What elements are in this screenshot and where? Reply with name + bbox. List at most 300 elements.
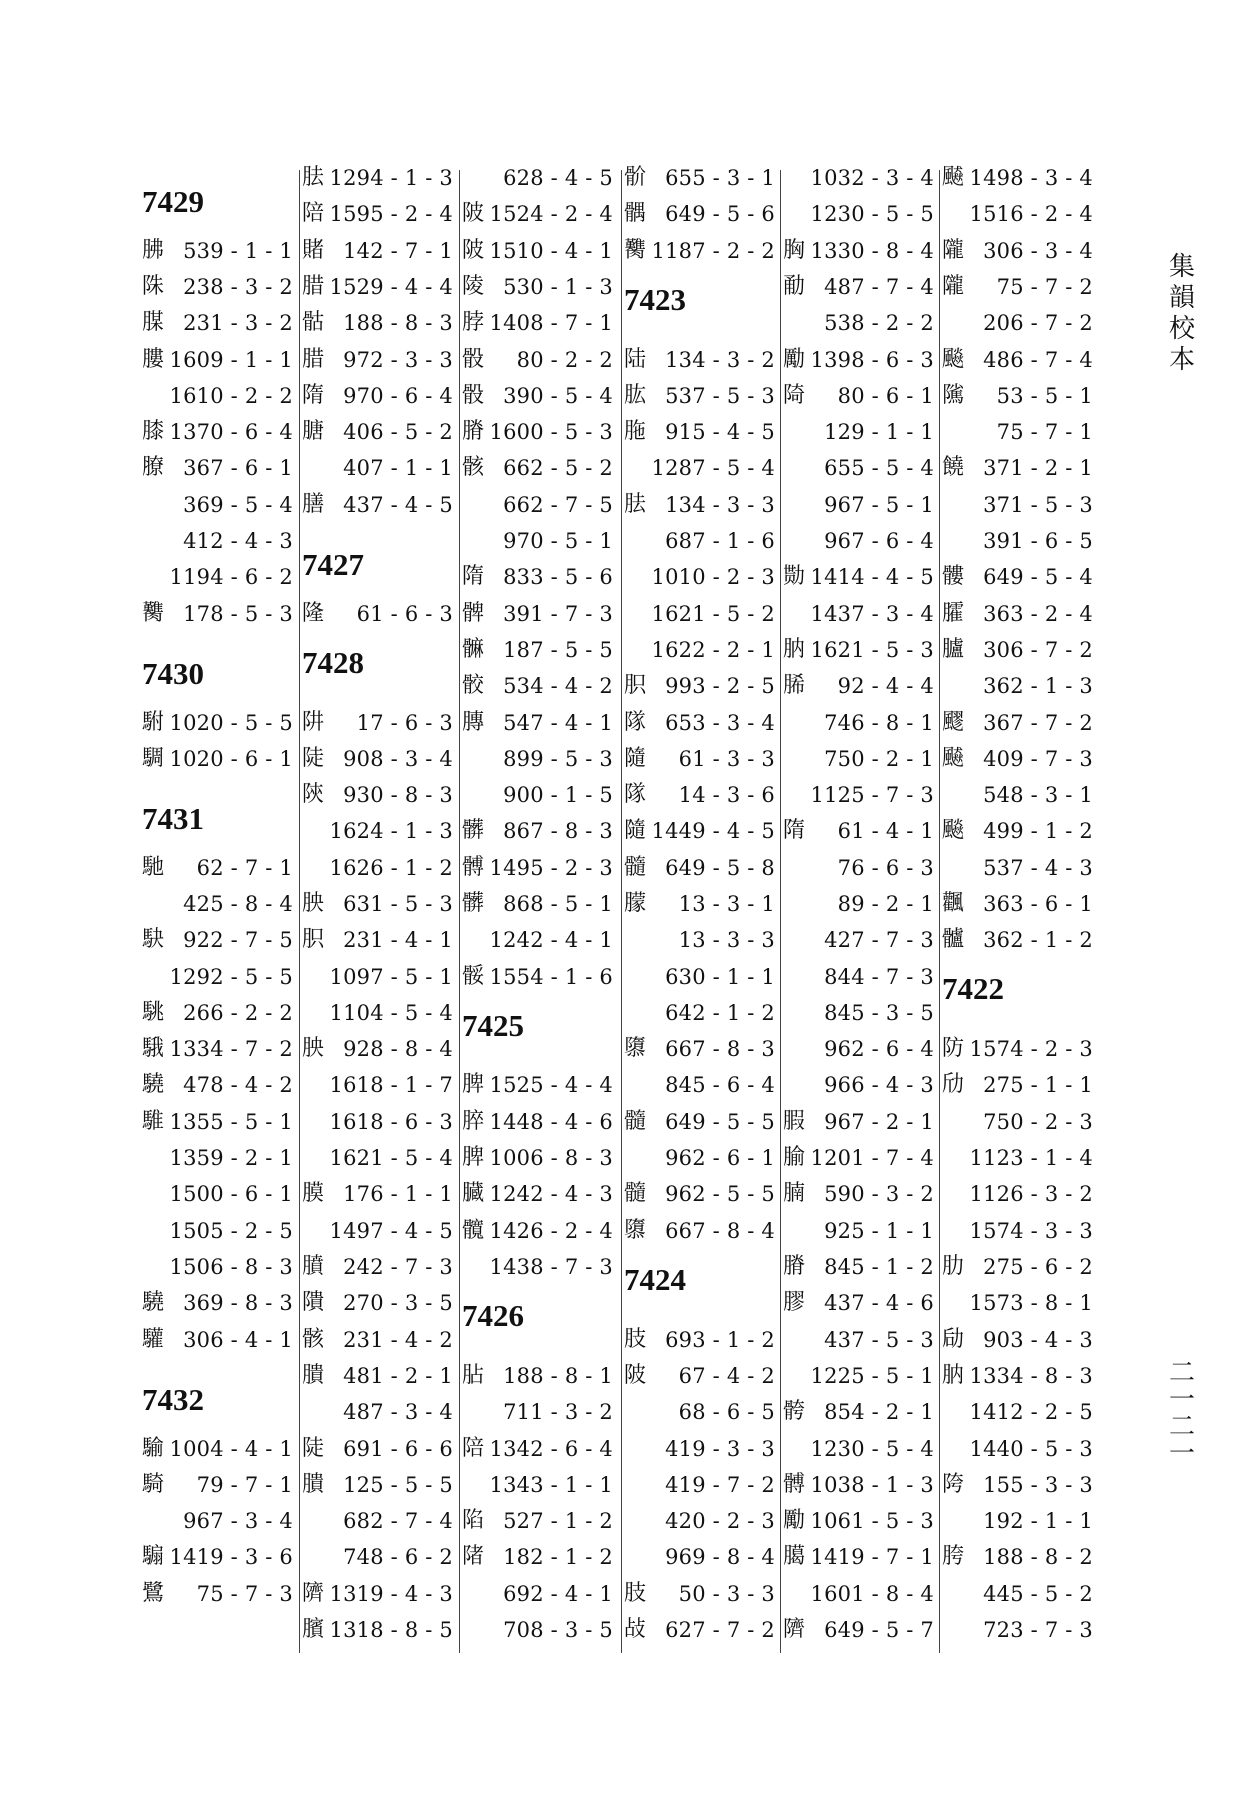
entry-character: 骰 bbox=[462, 383, 485, 408]
index-entry bbox=[624, 160, 777, 196]
index-entry bbox=[624, 741, 777, 777]
entry-reference: 662 - 5 - 2 bbox=[503, 456, 613, 480]
entry-reference: 1419 - 7 - 1 bbox=[810, 1545, 934, 1569]
entry-reference: 371 - 2 - 1 bbox=[983, 456, 1093, 480]
entry-reference: 367 - 6 - 1 bbox=[183, 456, 293, 480]
entry-reference: 1020 - 6 - 1 bbox=[169, 747, 293, 771]
index-entry bbox=[624, 1394, 777, 1430]
entry-reference: 362 - 1 - 3 bbox=[983, 674, 1093, 698]
entry-reference: 653 - 3 - 4 bbox=[665, 711, 775, 735]
entry-reference: 176 - 1 - 1 bbox=[343, 1182, 453, 1206]
entry-reference: 1524 - 2 - 4 bbox=[489, 202, 613, 226]
entry-reference: 1294 - 1 - 3 bbox=[329, 166, 453, 190]
index-entry bbox=[783, 1140, 936, 1176]
entry-character: 陷 bbox=[462, 1508, 485, 1533]
entry-character: 髓 bbox=[624, 1109, 647, 1134]
index-entry bbox=[462, 1576, 615, 1612]
entry-character: 髒 bbox=[462, 818, 485, 843]
index-entry bbox=[142, 1249, 295, 1285]
entry-reference: 412 - 4 - 3 bbox=[183, 529, 293, 553]
index-entry bbox=[783, 886, 936, 922]
index-entry bbox=[142, 1285, 295, 1321]
index-entry bbox=[624, 632, 777, 668]
entry-reference: 188 - 8 - 3 bbox=[343, 311, 453, 335]
entry-reference: 590 - 3 - 2 bbox=[824, 1182, 934, 1206]
entry-character: 臏 bbox=[302, 1617, 325, 1642]
entry-reference: 1618 - 6 - 3 bbox=[329, 1110, 453, 1134]
index-entry bbox=[624, 378, 777, 414]
entry-reference: 900 - 1 - 5 bbox=[503, 783, 613, 807]
entry-reference: 1525 - 4 - 4 bbox=[489, 1073, 613, 1097]
entry-reference: 75 - 7 - 1 bbox=[996, 420, 1093, 444]
entry-reference: 628 - 4 - 5 bbox=[503, 166, 613, 190]
entry-reference: 1287 - 5 - 4 bbox=[651, 456, 775, 480]
index-entry bbox=[783, 1176, 936, 1212]
entry-character: 骷 bbox=[302, 310, 325, 335]
entry-reference: 1510 - 4 - 1 bbox=[489, 239, 613, 263]
entry-reference: 61 - 4 - 1 bbox=[837, 819, 934, 843]
section-heading: 7431 bbox=[142, 801, 204, 836]
entry-character: 隆 bbox=[302, 601, 325, 626]
index-entry bbox=[302, 1467, 455, 1503]
entry-character: 臓 bbox=[462, 1181, 485, 1206]
entry-reference: 419 - 7 - 2 bbox=[665, 1473, 775, 1497]
entry-character: 骹 bbox=[462, 673, 485, 698]
entry-reference: 1554 - 1 - 6 bbox=[489, 965, 613, 989]
entry-character: 飈 bbox=[942, 347, 965, 372]
entry-reference: 649 - 5 - 7 bbox=[824, 1618, 934, 1642]
entry-character: 胋 bbox=[462, 1363, 485, 1388]
entry-character: 飇 bbox=[942, 746, 965, 771]
index-entry bbox=[624, 995, 777, 1031]
index-entry bbox=[942, 1213, 1095, 1249]
entry-reference: 1506 - 8 - 3 bbox=[169, 1255, 293, 1279]
entry-reference: 649 - 5 - 6 bbox=[665, 202, 775, 226]
index-entry bbox=[462, 269, 615, 305]
index-entry bbox=[942, 1176, 1095, 1212]
entry-reference: 425 - 8 - 4 bbox=[183, 892, 293, 916]
entry-reference: 187 - 5 - 5 bbox=[503, 638, 613, 662]
index-entry bbox=[783, 668, 936, 704]
index-entry bbox=[302, 922, 455, 958]
entry-reference: 1595 - 2 - 4 bbox=[329, 202, 453, 226]
entry-character: 肋 bbox=[942, 1254, 965, 1279]
index-entry bbox=[624, 523, 777, 559]
entry-reference: 972 - 3 - 3 bbox=[343, 348, 453, 372]
index-entry bbox=[302, 233, 455, 269]
entry-reference: 76 - 6 - 3 bbox=[837, 856, 934, 880]
index-entry bbox=[142, 1176, 295, 1212]
index-entry bbox=[942, 886, 1095, 922]
index-column bbox=[462, 160, 617, 1660]
index-entry bbox=[302, 160, 455, 196]
entry-reference: 1440 - 5 - 3 bbox=[969, 1437, 1093, 1461]
index-entry bbox=[942, 1539, 1095, 1575]
index-entry bbox=[302, 450, 455, 486]
entry-reference: 723 - 7 - 3 bbox=[983, 1618, 1093, 1642]
entry-reference: 922 - 7 - 5 bbox=[183, 928, 293, 952]
entry-reference: 427 - 7 - 3 bbox=[824, 928, 934, 952]
entry-character: 髃 bbox=[624, 201, 647, 226]
entry-reference: 371 - 5 - 3 bbox=[983, 493, 1093, 517]
index-entry bbox=[942, 1249, 1095, 1285]
entry-reference: 50 - 3 - 3 bbox=[678, 1582, 775, 1606]
entry-character: 胯 bbox=[942, 1544, 965, 1569]
entry-character: 陎 bbox=[142, 274, 165, 299]
entry-reference: 682 - 7 - 4 bbox=[343, 1509, 453, 1533]
entry-reference: 437 - 4 - 6 bbox=[824, 1291, 934, 1315]
index-entry bbox=[783, 196, 936, 232]
index-entry bbox=[142, 1431, 295, 1467]
index-entry bbox=[624, 1503, 777, 1539]
entry-character: 陝 bbox=[302, 782, 325, 807]
entry-character: 脖 bbox=[462, 310, 485, 335]
entry-reference: 499 - 1 - 2 bbox=[983, 819, 1093, 843]
entry-reference: 1330 - 8 - 4 bbox=[810, 239, 934, 263]
entry-reference: 1437 - 3 - 4 bbox=[810, 602, 934, 626]
entry-reference: 928 - 8 - 4 bbox=[343, 1037, 453, 1061]
entry-reference: 845 - 6 - 4 bbox=[665, 1073, 775, 1097]
entry-reference: 75 - 7 - 2 bbox=[996, 275, 1093, 299]
entry-character: 肭 bbox=[783, 637, 806, 662]
index-entry bbox=[142, 414, 295, 450]
entry-character: 骰 bbox=[462, 347, 485, 372]
index-column bbox=[302, 160, 457, 1660]
index-entry bbox=[462, 959, 615, 995]
index-entry bbox=[462, 342, 615, 378]
entry-character: 胠 bbox=[302, 165, 325, 190]
entry-reference: 369 - 8 - 3 bbox=[183, 1291, 293, 1315]
entry-reference: 1104 - 5 - 4 bbox=[329, 1001, 453, 1025]
entry-reference: 1292 - 5 - 5 bbox=[169, 965, 293, 989]
index-entry bbox=[942, 1140, 1095, 1176]
section-heading: 7425 bbox=[462, 1008, 524, 1043]
entry-character: 骸 bbox=[302, 1327, 325, 1352]
index-entry bbox=[142, 559, 295, 595]
index-entry bbox=[624, 1612, 777, 1648]
entry-reference: 437 - 5 - 3 bbox=[824, 1328, 934, 1352]
entry-character: 鷺 bbox=[142, 1581, 165, 1606]
entry-character: 膌 bbox=[783, 1254, 806, 1279]
entry-character: 劶 bbox=[942, 1327, 965, 1352]
index-entry bbox=[783, 850, 936, 886]
entry-character: 隮 bbox=[783, 1617, 806, 1642]
entry-reference: 746 - 8 - 1 bbox=[824, 711, 934, 735]
entry-character: 膭 bbox=[302, 1363, 325, 1388]
entry-reference: 962 - 6 - 1 bbox=[665, 1146, 775, 1170]
entry-reference: 833 - 5 - 6 bbox=[503, 565, 613, 589]
index-entry bbox=[302, 1285, 455, 1321]
index-entry bbox=[462, 450, 615, 486]
section-heading: 7423 bbox=[624, 282, 686, 317]
index-entry bbox=[624, 487, 777, 523]
index-entry bbox=[942, 1431, 1095, 1467]
entry-character: 脺 bbox=[462, 1109, 485, 1134]
index-entry bbox=[942, 1503, 1095, 1539]
entry-character: 陡 bbox=[302, 746, 325, 771]
entry-reference: 1123 - 1 - 4 bbox=[969, 1146, 1093, 1170]
entry-reference: 363 - 6 - 1 bbox=[983, 892, 1093, 916]
entry-reference: 708 - 3 - 5 bbox=[503, 1618, 613, 1642]
entry-reference: 967 - 3 - 4 bbox=[183, 1509, 293, 1533]
entry-character: 隨 bbox=[624, 746, 647, 771]
section-heading: 7432 bbox=[142, 1382, 204, 1417]
entry-character: 馳 bbox=[142, 855, 165, 880]
index-entry bbox=[462, 305, 615, 341]
index-entry bbox=[783, 741, 936, 777]
index-entry bbox=[142, 1104, 295, 1140]
index-entry bbox=[942, 305, 1095, 341]
index-entry bbox=[142, 922, 295, 958]
index-entry bbox=[462, 233, 615, 269]
entry-character: 勈 bbox=[783, 274, 806, 299]
index-entry bbox=[942, 1467, 1095, 1503]
index-entry bbox=[942, 1031, 1095, 1067]
index-entry bbox=[783, 1394, 936, 1430]
index-entry bbox=[142, 886, 295, 922]
index-entry bbox=[942, 1358, 1095, 1394]
entry-reference: 655 - 5 - 4 bbox=[824, 456, 934, 480]
entry-reference: 1370 - 6 - 4 bbox=[169, 420, 293, 444]
index-entry bbox=[302, 1576, 455, 1612]
entry-character: 骽 bbox=[462, 964, 485, 989]
index-columns bbox=[142, 160, 1093, 1660]
index-entry bbox=[624, 1213, 777, 1249]
entry-reference: 1318 - 8 - 5 bbox=[329, 1618, 453, 1642]
index-entry bbox=[783, 1539, 936, 1575]
entry-character: 駙 bbox=[142, 710, 165, 735]
index-entry bbox=[462, 487, 615, 523]
index-entry bbox=[783, 342, 936, 378]
index-entry bbox=[142, 523, 295, 559]
entry-reference: 649 - 5 - 4 bbox=[983, 565, 1093, 589]
entry-character: 髏 bbox=[942, 564, 965, 589]
entry-reference: 155 - 3 - 3 bbox=[983, 1473, 1093, 1497]
index-entry bbox=[142, 1467, 295, 1503]
entry-character: 駣 bbox=[142, 1000, 165, 1025]
entry-character: 敁 bbox=[624, 1617, 647, 1642]
index-entry bbox=[783, 1031, 936, 1067]
entry-reference: 1516 - 2 - 4 bbox=[969, 202, 1093, 226]
index-entry bbox=[462, 1503, 615, 1539]
entry-reference: 231 - 3 - 2 bbox=[183, 311, 293, 335]
index-entry bbox=[783, 1322, 936, 1358]
index-entry bbox=[142, 342, 295, 378]
entry-character: 膠 bbox=[783, 1290, 806, 1315]
entry-character: 勵 bbox=[783, 347, 806, 372]
entry-character: 隊 bbox=[624, 710, 647, 735]
entry-reference: 1038 - 1 - 3 bbox=[810, 1473, 934, 1497]
entry-character: 臛 bbox=[942, 601, 965, 626]
entry-reference: 1010 - 2 - 3 bbox=[651, 565, 775, 589]
entry-character: 臡 bbox=[624, 238, 647, 263]
entry-reference: 969 - 8 - 4 bbox=[665, 1545, 775, 1569]
entry-reference: 390 - 5 - 4 bbox=[503, 384, 613, 408]
entry-reference: 748 - 6 - 2 bbox=[343, 1545, 453, 1569]
index-entry bbox=[462, 1213, 615, 1249]
entry-reference: 1574 - 3 - 3 bbox=[969, 1219, 1093, 1243]
entry-character: 胑 bbox=[302, 927, 325, 952]
entry-character: 陵 bbox=[462, 274, 485, 299]
entry-reference: 1498 - 3 - 4 bbox=[969, 166, 1093, 190]
entry-reference: 53 - 5 - 1 bbox=[996, 384, 1093, 408]
index-entry bbox=[462, 886, 615, 922]
entry-character: 驩 bbox=[142, 1327, 165, 1352]
index-entry bbox=[462, 1249, 615, 1285]
index-entry bbox=[302, 741, 455, 777]
index-entry bbox=[783, 269, 936, 305]
entry-reference: 655 - 3 - 1 bbox=[665, 166, 775, 190]
index-entry bbox=[624, 233, 777, 269]
index-entry bbox=[302, 1249, 455, 1285]
index-entry bbox=[783, 777, 936, 813]
entry-reference: 844 - 7 - 3 bbox=[824, 965, 934, 989]
section-heading: 7426 bbox=[462, 1298, 524, 1333]
index-entry bbox=[942, 1576, 1095, 1612]
index-entry bbox=[942, 1067, 1095, 1103]
entry-character: 臡 bbox=[142, 601, 165, 626]
entry-reference: 1319 - 4 - 3 bbox=[329, 1582, 453, 1606]
index-entry bbox=[302, 414, 455, 450]
entry-reference: 406 - 5 - 2 bbox=[343, 420, 453, 444]
entry-reference: 1126 - 3 - 2 bbox=[969, 1182, 1093, 1206]
index-entry bbox=[462, 1176, 615, 1212]
entry-reference: 1426 - 2 - 4 bbox=[489, 1219, 613, 1243]
index-entry bbox=[302, 1503, 455, 1539]
index-entry bbox=[624, 705, 777, 741]
entry-character: 駃 bbox=[142, 927, 165, 952]
entry-reference: 306 - 7 - 2 bbox=[983, 638, 1093, 662]
entry-reference: 539 - 1 - 1 bbox=[183, 239, 293, 263]
index-entry bbox=[142, 1067, 295, 1103]
entry-character: 膝 bbox=[142, 419, 165, 444]
index-entry bbox=[462, 1467, 615, 1503]
index-entry bbox=[302, 1140, 455, 1176]
index-entry bbox=[942, 342, 1095, 378]
entry-character: 驍 bbox=[142, 1290, 165, 1315]
entry-character: 腜 bbox=[142, 310, 165, 335]
entry-reference: 1618 - 1 - 7 bbox=[329, 1073, 453, 1097]
index-entry bbox=[783, 1104, 936, 1140]
entry-character: 隋 bbox=[462, 564, 485, 589]
index-entry bbox=[302, 1067, 455, 1103]
index-entry bbox=[942, 559, 1095, 595]
entry-reference: 527 - 1 - 2 bbox=[503, 1509, 613, 1533]
index-entry bbox=[942, 1285, 1095, 1321]
entry-character: 飈 bbox=[942, 818, 965, 843]
running-title: 集韻校本 bbox=[1168, 252, 1195, 375]
index-entry bbox=[783, 1067, 936, 1103]
entry-reference: 1574 - 2 - 3 bbox=[969, 1037, 1093, 1061]
entry-character: 陆 bbox=[624, 347, 647, 372]
entry-reference: 667 - 8 - 3 bbox=[665, 1037, 775, 1061]
entry-character: 肢 bbox=[624, 1581, 647, 1606]
entry-character: 騆 bbox=[142, 746, 165, 771]
entry-character: 胸 bbox=[783, 238, 806, 263]
index-entry bbox=[462, 378, 615, 414]
entry-reference: 437 - 4 - 5 bbox=[343, 493, 453, 517]
index-entry bbox=[624, 1539, 777, 1575]
entry-reference: 1242 - 4 - 1 bbox=[489, 928, 613, 952]
entry-reference: 75 - 7 - 3 bbox=[196, 1582, 293, 1606]
entry-reference: 1621 - 5 - 4 bbox=[329, 1146, 453, 1170]
entry-character: 朦 bbox=[624, 891, 647, 916]
index-column bbox=[783, 160, 938, 1660]
entry-reference: 1573 - 8 - 1 bbox=[969, 1291, 1093, 1315]
index-entry bbox=[462, 705, 615, 741]
entry-reference: 530 - 1 - 3 bbox=[503, 275, 613, 299]
index-entry bbox=[302, 959, 455, 995]
entry-reference: 1194 - 6 - 2 bbox=[169, 565, 293, 589]
entry-character: 飂 bbox=[942, 710, 965, 735]
index-entry bbox=[942, 922, 1095, 958]
entry-reference: 915 - 4 - 5 bbox=[665, 420, 775, 444]
entry-reference: 537 - 5 - 3 bbox=[665, 384, 775, 408]
entry-reference: 1621 - 5 - 3 bbox=[810, 638, 934, 662]
index-entry bbox=[624, 1104, 777, 1140]
index-entry bbox=[302, 487, 455, 523]
entry-reference: 1225 - 5 - 1 bbox=[810, 1364, 934, 1388]
entry-reference: 1334 - 8 - 3 bbox=[969, 1364, 1093, 1388]
index-entry bbox=[142, 487, 295, 523]
entry-reference: 409 - 7 - 3 bbox=[983, 747, 1093, 771]
entry-reference: 538 - 2 - 2 bbox=[824, 311, 934, 335]
index-entry bbox=[302, 305, 455, 341]
entry-character: 驍 bbox=[142, 1072, 165, 1097]
index-entry bbox=[302, 1431, 455, 1467]
entry-reference: 420 - 2 - 3 bbox=[665, 1509, 775, 1533]
index-entry bbox=[462, 1358, 615, 1394]
index-entry bbox=[783, 414, 936, 450]
entry-reference: 62 - 7 - 1 bbox=[196, 856, 293, 880]
index-entry bbox=[302, 1394, 455, 1430]
index-entry bbox=[462, 632, 615, 668]
entry-character: 阱 bbox=[302, 710, 325, 735]
index-entry bbox=[624, 1067, 777, 1103]
entry-character: 髆 bbox=[783, 1472, 806, 1497]
index-entry bbox=[302, 850, 455, 886]
index-entry bbox=[942, 632, 1095, 668]
entry-character: 胦 bbox=[302, 1036, 325, 1061]
entry-reference: 1097 - 5 - 1 bbox=[329, 965, 453, 989]
index-entry bbox=[462, 523, 615, 559]
entry-character: 骻 bbox=[783, 1399, 806, 1424]
index-entry bbox=[142, 1503, 295, 1539]
index-column bbox=[142, 160, 297, 1660]
index-column bbox=[942, 160, 1097, 1660]
entry-character: 隴 bbox=[942, 274, 965, 299]
index-entry bbox=[942, 668, 1095, 704]
entry-reference: 1621 - 5 - 2 bbox=[651, 602, 775, 626]
entry-reference: 962 - 5 - 5 bbox=[665, 1182, 775, 1206]
index-entry bbox=[142, 959, 295, 995]
index-entry bbox=[302, 269, 455, 305]
entry-reference: 1242 - 4 - 3 bbox=[489, 1182, 613, 1206]
entry-character: 臚 bbox=[942, 637, 965, 662]
entry-character: 飌 bbox=[942, 891, 965, 916]
entry-character: 髆 bbox=[462, 855, 485, 880]
entry-reference: 89 - 2 - 1 bbox=[837, 892, 934, 916]
entry-reference: 1419 - 3 - 6 bbox=[169, 1545, 293, 1569]
index-entry bbox=[624, 1140, 777, 1176]
entry-character: 隴 bbox=[942, 238, 965, 263]
entry-character: 骸 bbox=[462, 455, 485, 480]
section-heading: 7429 bbox=[142, 184, 204, 219]
index-entry bbox=[302, 1104, 455, 1140]
entry-reference: 845 - 3 - 5 bbox=[824, 1001, 934, 1025]
entry-reference: 1505 - 2 - 5 bbox=[169, 1219, 293, 1243]
entry-reference: 486 - 7 - 4 bbox=[983, 348, 1093, 372]
